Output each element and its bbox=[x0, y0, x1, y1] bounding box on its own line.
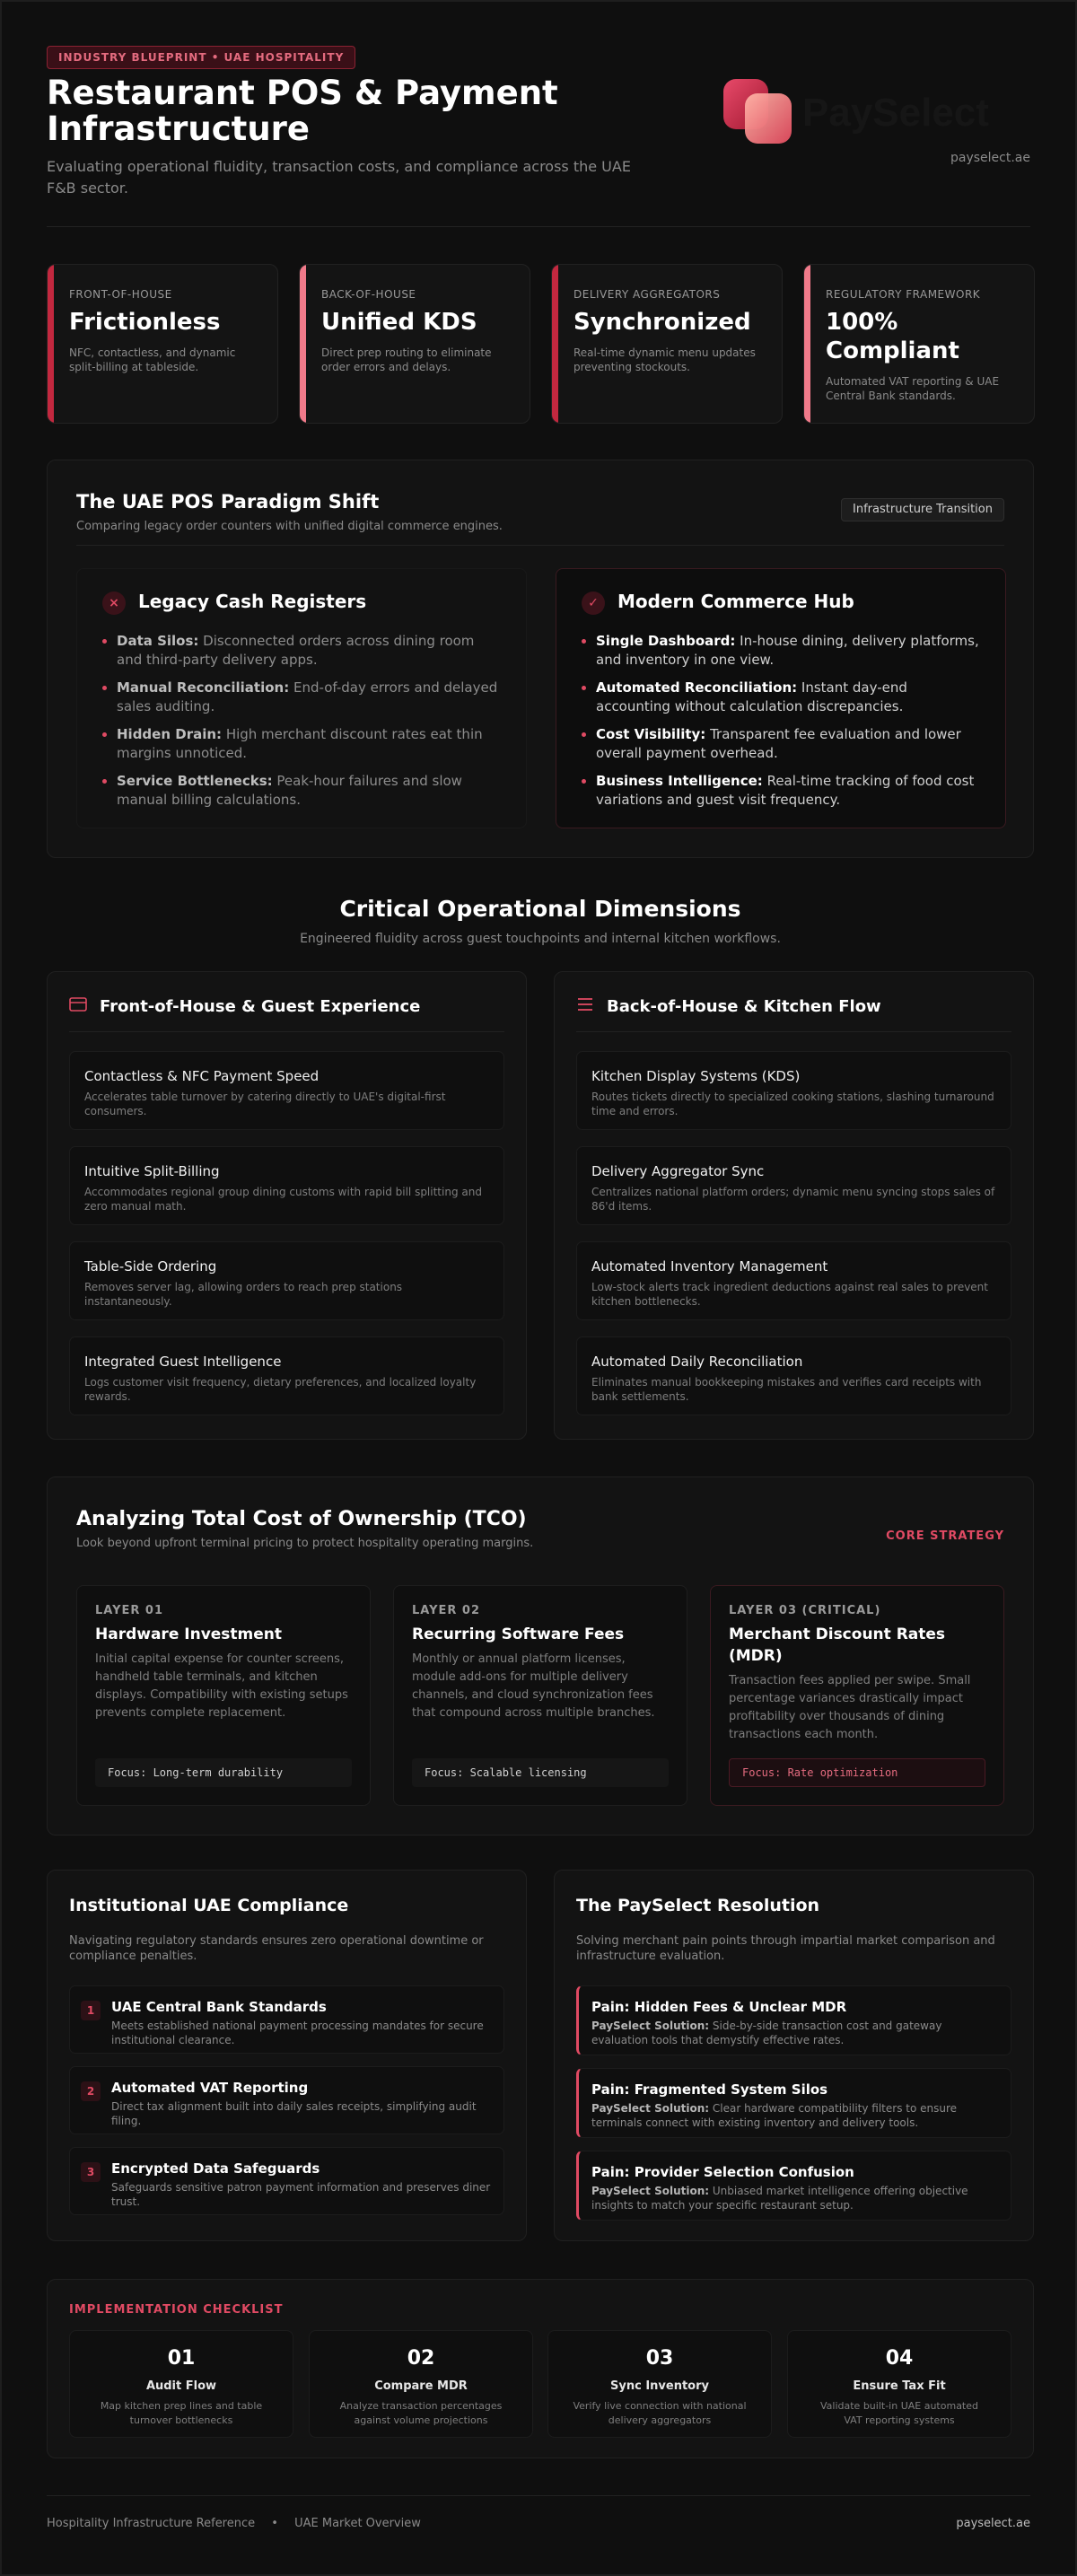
footer-dot: • bbox=[271, 2517, 278, 2530]
boh-item bbox=[576, 1241, 1011, 1320]
infrastructure-chip: Infrastructure Transition bbox=[841, 498, 1004, 521]
foh-item bbox=[69, 1146, 504, 1225]
pain-point-item bbox=[576, 1985, 1011, 2055]
item-desc: Eliminates manual bookkeeping mistakes and verifies card receipts with bank settlements. bbox=[591, 1376, 982, 1403]
boh-title: Back-of-House & Kitchen Flow bbox=[607, 997, 881, 1016]
modern-title: Modern Commerce Hub bbox=[617, 591, 854, 612]
compliance-subtitle: Navigating regulatory standards ensures zero operational downtime or compliance penalties. bbox=[69, 1934, 484, 1963]
boh-divider bbox=[576, 1031, 1011, 1032]
tco-subtitle: Look beyond upfront terminal pricing to protect hospitality operating margins. bbox=[76, 1537, 534, 1550]
foh-item bbox=[69, 1051, 504, 1130]
stat-accent-bar bbox=[552, 265, 558, 423]
item-number: 1 bbox=[81, 2001, 101, 2020]
critical-subtitle: Engineered fluidity across guest touchpoints and internal kitchen workflows. bbox=[300, 932, 781, 946]
boh-item bbox=[576, 1336, 1011, 1415]
stat-card-front-of-house bbox=[47, 264, 278, 424]
foh-heading bbox=[69, 997, 420, 1016]
item-title: Contactless & NFC Payment Speed bbox=[84, 1068, 320, 1084]
stat-label: BACK-OF-HOUSE bbox=[321, 288, 416, 301]
compliance-item bbox=[69, 2066, 504, 2134]
pain-point-item bbox=[576, 2068, 1011, 2138]
checklist-step bbox=[547, 2330, 772, 2438]
stat-card-regulatory-framework bbox=[803, 264, 1035, 424]
item-title: Delivery Aggregator Sync bbox=[591, 1163, 765, 1179]
boh-panel bbox=[554, 971, 1034, 1440]
item-title: Integrated Guest Intelligence bbox=[84, 1354, 282, 1370]
boh-heading bbox=[576, 997, 881, 1016]
pain-title: Pain: Fragmented System Silos bbox=[591, 2081, 828, 2098]
modern-heading bbox=[582, 591, 854, 615]
layer-title: Hardware Investment bbox=[95, 1625, 283, 1643]
layer-number: LAYER 03 (CRITICAL) bbox=[729, 1604, 881, 1617]
item-title: Automated Daily Reconciliation bbox=[591, 1354, 803, 1370]
list-item: Automated Reconciliation: Instant day-end accounting without calculation discrepancies. bbox=[582, 679, 980, 716]
layer-desc: Transaction fees applied per swipe. Small percentage variances drastically impact profitability over thousands of dining transactions each month. bbox=[729, 1674, 971, 1741]
layer-desc: Initial capital expense for counter screens, handheld table terminals, and kitchen displays. Compatibility with existing setups prevents complete replacement. bbox=[95, 1652, 348, 1720]
compliance-title: Institutional UAE Compliance bbox=[69, 1896, 349, 1915]
item-title: UAE Central Bank Standards bbox=[111, 1999, 327, 2015]
stat-value: Unified KDS bbox=[321, 309, 477, 336]
legacy-title: Legacy Cash Registers bbox=[138, 591, 367, 612]
resolution-panel bbox=[554, 1870, 1034, 2241]
layer-focus: Focus: Scalable licensing bbox=[412, 1758, 669, 1787]
list-item: Single Dashboard: In-house dining, delivery platforms, and inventory in one view. bbox=[582, 632, 980, 670]
tco-layer-card bbox=[76, 1585, 371, 1806]
paradigm-subtitle: Comparing legacy order counters with unified digital commerce engines. bbox=[76, 520, 503, 533]
item-title: Intuitive Split-Billing bbox=[84, 1163, 220, 1179]
pain-title: Pain: Hidden Fees & Unclear MDR bbox=[591, 1999, 847, 2015]
step-desc: Verify live connection with national delivery aggregators bbox=[573, 2400, 747, 2426]
boh-item bbox=[576, 1051, 1011, 1130]
step-number: 03 bbox=[645, 2347, 674, 2370]
item-title: Automated Inventory Management bbox=[591, 1258, 828, 1275]
item-title: Automated VAT Reporting bbox=[111, 2080, 309, 2096]
modern-card bbox=[556, 568, 1006, 828]
item-title: Kitchen Display Systems (KDS) bbox=[591, 1068, 801, 1084]
footer-divider bbox=[47, 2495, 1030, 2496]
close-icon: × bbox=[102, 591, 126, 615]
resolution-title: The PaySelect Resolution bbox=[576, 1896, 820, 1915]
stat-label: DELIVERY AGGREGATORS bbox=[574, 288, 721, 301]
footer-market: UAE Market Overview bbox=[294, 2517, 421, 2530]
tco-layer-card bbox=[393, 1585, 687, 1806]
compliance-item bbox=[69, 2147, 504, 2215]
footer-reference: Hospitality Infrastructure Reference bbox=[47, 2517, 256, 2530]
page-subtitle: Evaluating operational fluidity, transaction costs, and compliance across the UAE F&B sector. bbox=[47, 158, 631, 197]
logo-wordmark: PaySelect bbox=[802, 91, 989, 135]
industry-tag: INDUSTRY BLUEPRINT • UAE HOSPITALITY bbox=[47, 46, 355, 69]
checklist-step bbox=[69, 2330, 293, 2438]
layer-title: Merchant Discount Rates (MDR) bbox=[729, 1625, 946, 1665]
item-desc: Accommodates regional group dining customs with rapid bill splitting and zero manual math. bbox=[84, 1186, 482, 1213]
legacy-card bbox=[76, 568, 527, 828]
stat-value: 100% Compliant bbox=[826, 309, 959, 364]
stat-card-back-of-house bbox=[299, 264, 530, 424]
step-title: Sync Inventory bbox=[610, 2379, 709, 2393]
item-desc: Meets established national payment processing mandates for secure institutional clearance. bbox=[111, 2020, 484, 2046]
checklist-title: IMPLEMENTATION CHECKLIST bbox=[69, 2303, 284, 2317]
item-number: 2 bbox=[81, 2081, 101, 2101]
legacy-heading bbox=[102, 591, 366, 615]
boh-item bbox=[576, 1146, 1011, 1225]
stat-desc: Real-time dynamic menu updates preventing stockouts. bbox=[574, 346, 756, 373]
foh-divider bbox=[69, 1031, 504, 1032]
list-item: Service Bottlenecks: Peak-hour failures and slow manual billing calculations. bbox=[102, 772, 501, 810]
list-item: Cost Visibility: Transparent fee evaluation and lower overall payment overhead. bbox=[582, 725, 980, 763]
modern-list bbox=[582, 632, 980, 819]
pain-solution: PaySelect Solution: Clear hardware compatibility filters to ensure terminals connect with existing inventory and delivery tools. bbox=[591, 2102, 958, 2129]
compliance-panel bbox=[47, 1870, 527, 2241]
item-desc: Accelerates table turnover by catering directly to UAE's digital-first consumers. bbox=[84, 1091, 446, 1117]
header-divider bbox=[47, 226, 1030, 227]
foh-item bbox=[69, 1241, 504, 1320]
pain-solution: PaySelect Solution: Side-by-side transaction cost and gateway evaluation tools that demystify effective rates. bbox=[591, 2020, 942, 2046]
stat-accent-bar bbox=[804, 265, 810, 423]
footer-domain[interactable]: payselect.ae bbox=[956, 2517, 1030, 2530]
paradigm-title: The UAE POS Paradigm Shift bbox=[76, 491, 380, 513]
step-title: Audit Flow bbox=[145, 2379, 217, 2393]
item-desc: Routes tickets directly to specialized cooking stations, slashing turnaround time and errors. bbox=[591, 1091, 994, 1117]
pain-title: Pain: Provider Selection Confusion bbox=[591, 2164, 854, 2180]
stat-desc: Automated VAT reporting & UAE Central Bank standards. bbox=[826, 375, 1000, 402]
item-desc: Safeguards sensitive patron payment information and preserves diner trust. bbox=[111, 2181, 491, 2208]
layer-focus: Focus: Rate optimization bbox=[729, 1758, 985, 1787]
step-number: 02 bbox=[407, 2347, 435, 2370]
check-icon: ✓ bbox=[582, 591, 605, 615]
list-item: Data Silos: Disconnected orders across dining room and third-party delivery apps. bbox=[102, 632, 501, 670]
checklist-step bbox=[787, 2330, 1011, 2438]
step-desc: Analyze transaction percentages against volume projections bbox=[339, 2400, 503, 2426]
item-desc: Direct tax alignment built into daily sales receipts, simplifying audit filing. bbox=[111, 2100, 477, 2127]
layer-desc: Monthly or annual platform licenses, module add-ons for multiple delivery channels, and cloud synchronization fees that compound across multiple branches. bbox=[412, 1652, 655, 1720]
tco-panel bbox=[47, 1476, 1034, 1836]
stat-label: FRONT-OF-HOUSE bbox=[69, 288, 172, 301]
stat-value: Synchronized bbox=[574, 309, 751, 336]
stat-value: Frictionless bbox=[69, 309, 221, 336]
stat-accent-bar bbox=[300, 265, 306, 423]
credit-card-icon bbox=[69, 997, 89, 1016]
layer-number: LAYER 01 bbox=[95, 1604, 164, 1617]
stat-label: REGULATORY FRAMEWORK bbox=[826, 288, 981, 301]
layer-focus: Focus: Long-term durability bbox=[95, 1758, 352, 1787]
pain-solution: PaySelect Solution: Unbiased market intelligence offering objective insights to match your specific restaurant setup. bbox=[591, 2185, 968, 2212]
legacy-list bbox=[102, 632, 501, 819]
compliance-item bbox=[69, 1985, 504, 2054]
paradigm-divider bbox=[76, 545, 1004, 546]
item-desc: Logs customer visit frequency, dietary preferences, and localized loyalty rewards. bbox=[84, 1376, 477, 1403]
critical-title: Critical Operational Dimensions bbox=[339, 896, 741, 922]
paradigm-panel bbox=[47, 460, 1034, 858]
step-number: 04 bbox=[885, 2347, 914, 2370]
foh-panel bbox=[47, 971, 527, 1440]
foh-title: Front-of-House & Guest Experience bbox=[100, 997, 421, 1016]
list-item: Business Intelligence: Real-time tracking of food cost variations and guest visit frequency. bbox=[582, 772, 980, 810]
footer-left bbox=[47, 2517, 421, 2530]
core-strategy-badge: CORE STRATEGY bbox=[886, 1529, 1004, 1543]
item-desc: Removes server lag, allowing orders to reach prep stations instantaneously. bbox=[84, 1281, 403, 1308]
item-desc: Low-stock alerts track ingredient deductions against real sales to prevent kitchen bottlenecks. bbox=[591, 1281, 988, 1308]
tco-title: Analyzing Total Cost of Ownership (TCO) bbox=[76, 1508, 527, 1530]
menu-lines-icon bbox=[576, 997, 596, 1016]
step-title: Ensure Tax Fit bbox=[853, 2379, 946, 2393]
step-desc: Validate built-in UAE automated VAT reporting systems bbox=[820, 2400, 978, 2426]
item-title: Encrypted Data Safeguards bbox=[111, 2160, 320, 2177]
stat-desc: Direct prep routing to eliminate order errors and delays. bbox=[321, 346, 492, 373]
list-item: Hidden Drain: High merchant discount rates eat thin margins unnoticed. bbox=[102, 725, 501, 763]
stat-desc: NFC, contactless, and dynamic split-billing at tableside. bbox=[69, 346, 236, 373]
foh-item bbox=[69, 1336, 504, 1415]
header-domain[interactable]: payselect.ae bbox=[950, 151, 1030, 165]
stat-card-delivery-aggregators bbox=[551, 264, 783, 424]
item-desc: Centralizes national platform orders; dynamic menu syncing stops sales of 86'd items. bbox=[591, 1186, 995, 1213]
step-number: 01 bbox=[167, 2347, 196, 2370]
stat-accent-bar bbox=[48, 265, 54, 423]
payselect-logo[interactable] bbox=[720, 74, 1034, 145]
layer-number: LAYER 02 bbox=[412, 1604, 481, 1617]
step-desc: Map kitchen prep lines and table turnover bottlenecks bbox=[100, 2400, 263, 2426]
tco-layer-card-critical bbox=[710, 1585, 1004, 1806]
item-number: 3 bbox=[81, 2162, 101, 2182]
resolution-subtitle: Solving merchant pain points through impartial market comparison and infrastructure evaluation. bbox=[576, 1934, 995, 1963]
step-title: Compare MDR bbox=[374, 2379, 468, 2393]
list-item: Manual Reconciliation: End-of-day errors and delayed sales auditing. bbox=[102, 679, 501, 716]
layer-title: Recurring Software Fees bbox=[412, 1625, 625, 1643]
item-title: Table-Side Ordering bbox=[84, 1258, 217, 1275]
page-title: Restaurant POS & Payment Infrastructure bbox=[47, 74, 558, 148]
checklist-step bbox=[309, 2330, 533, 2438]
pain-point-item bbox=[576, 2151, 1011, 2221]
